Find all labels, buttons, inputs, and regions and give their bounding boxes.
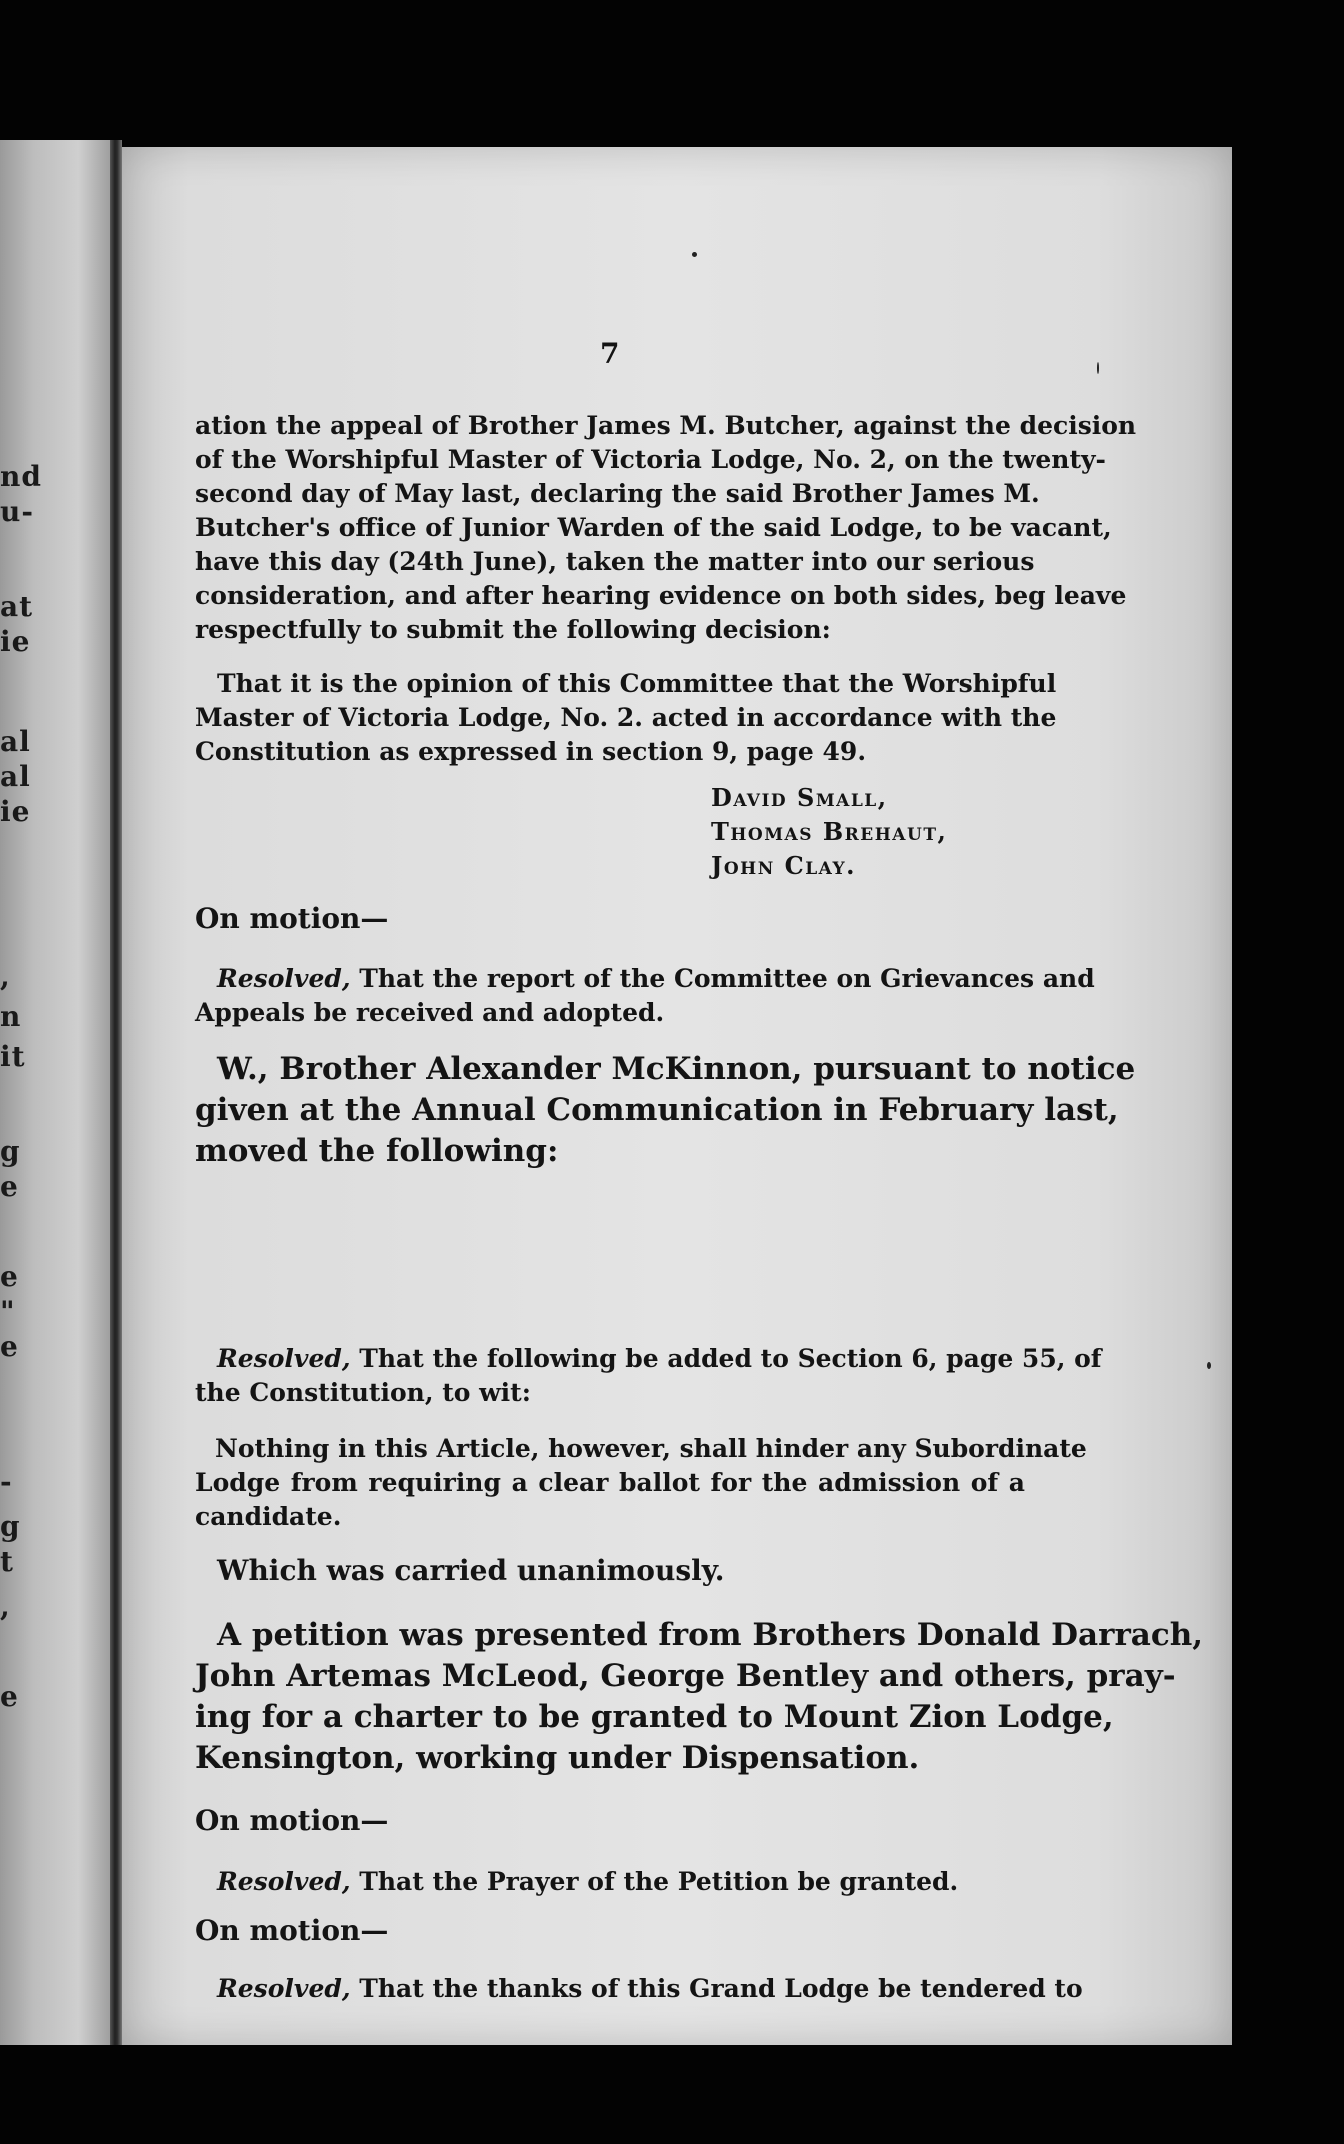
text-line: That the report of the Committee on Grievances and (359, 964, 1095, 993)
paragraph-committee-opinion (195, 667, 1057, 769)
left-page-fragment: g (0, 1510, 21, 1543)
left-page-fragment: g (0, 1135, 21, 1168)
left-page-fragment: e (0, 1680, 19, 1713)
text-line: That it is the opinion of this Committee that the Worshipful (217, 669, 1057, 698)
left-page-fragment: ie (0, 795, 31, 828)
text-line: John Artemas McLeod, George Bentley and others, pray- (195, 1658, 1176, 1694)
text-line: have this day (24th June), taken the matter into our serious (195, 547, 1035, 576)
left-page-fragment: t (0, 1545, 14, 1578)
text-line: Nothing in this Article, however, shall hinder any Subordinate (215, 1434, 1087, 1463)
text-line: ing for a charter to be granted to Mount Zion Lodge, (195, 1699, 1114, 1735)
signature-david-small: David Small, (711, 783, 888, 812)
paragraph-ballot-clause (195, 1432, 1087, 1534)
left-page-fragment: e (0, 1170, 19, 1203)
signature-john-clay: John Clay. (711, 851, 857, 880)
text-line: given at the Annual Communication in February last, (195, 1092, 1119, 1128)
on-motion-heading: On motion— (195, 1804, 389, 1837)
text-line: Kensington, working under Dispensation. (195, 1740, 920, 1776)
on-motion-heading: On motion— (195, 1914, 389, 1947)
paper-speck (1207, 1362, 1211, 1369)
paper-speck (1097, 362, 1099, 374)
text-line: consideration, and after hearing evidence on both sides, beg leave (195, 581, 1127, 610)
resolution-section-6 (195, 1342, 1102, 1410)
text-line: A petition was presented from Brothers Donald Darrach, (217, 1617, 1204, 1653)
text-line: That the following be added to Section 6, page 55, of (359, 1344, 1102, 1373)
previous-page-edge (0, 140, 112, 2045)
text-line: W., Brother Alexander McKinnon, pursuant to notice (217, 1051, 1136, 1087)
left-page-fragment: it (0, 1040, 26, 1073)
left-page-fragment: u- (0, 495, 34, 528)
resolved-label: Resolved, (217, 1344, 351, 1373)
text-line: respectfully to submit the following decision: (195, 615, 831, 644)
text-line: of the Worshipful Master of Victoria Lodge, No. 2, on the twenty- (195, 445, 1106, 474)
book-page (122, 147, 1232, 2045)
text-line: Appeals be received and adopted. (195, 998, 665, 1027)
text-line: Butcher's office of Junior Warden of the said Lodge, to be vacant, (195, 513, 1112, 542)
text-line: That the Prayer of the Petition be granted. (359, 1867, 959, 1896)
resolution-report-adopted (195, 962, 1095, 1030)
left-page-fragment: al (0, 725, 31, 758)
text-line: Constitution as expressed in section 9, page 49. (195, 737, 867, 766)
left-page-fragment: al (0, 760, 31, 793)
left-page-fragment: " (0, 1295, 16, 1328)
left-page-fragment: , (0, 960, 11, 993)
paper-speck (692, 252, 697, 257)
resolved-label: Resolved, (217, 964, 351, 993)
on-motion-heading: On motion— (195, 902, 389, 935)
book-gutter (110, 140, 122, 2045)
paragraph-petition (195, 1615, 1204, 1779)
text-line: Lodge from requiring a clear ballot for the admission of a (195, 1468, 1025, 1497)
left-page-fragment: , (0, 1590, 11, 1623)
text-line: That the thanks of this Grand Lodge be tendered to (359, 1974, 1083, 2003)
text-line: the Constitution, to wit: (195, 1378, 531, 1407)
carried-unanimously: Which was carried unanimously. (217, 1554, 725, 1587)
left-page-fragment: n (0, 1000, 22, 1033)
left-page-fragment: ie (0, 625, 31, 658)
text-line: moved the following: (195, 1133, 559, 1169)
resolution-thanks (195, 1972, 1083, 2006)
left-page-fragment: at (0, 590, 34, 623)
left-page-fragment: - (0, 1465, 13, 1498)
text-line: ation the appeal of Brother James M. Butcher, against the decision (195, 411, 1137, 440)
resolved-label: Resolved, (217, 1867, 351, 1896)
left-page-fragment: e (0, 1260, 19, 1293)
left-page-fragment: nd (0, 460, 42, 493)
paragraph-committee-report (195, 409, 1137, 647)
paragraph-mckinnon-motion (195, 1049, 1136, 1172)
text-line: second day of May last, declaring the said Brother James M. (195, 479, 1040, 508)
signature-thomas-brehaut: Thomas Brehaut, (711, 817, 948, 846)
resolved-label: Resolved, (217, 1974, 351, 2003)
resolution-prayer-granted (195, 1865, 1025, 1899)
left-page-fragment: e (0, 1330, 19, 1363)
text-line: Master of Victoria Lodge, No. 2. acted in accordance with the (195, 703, 1057, 732)
text-line: candidate. (195, 1502, 342, 1531)
page-number: 7 (600, 337, 620, 370)
